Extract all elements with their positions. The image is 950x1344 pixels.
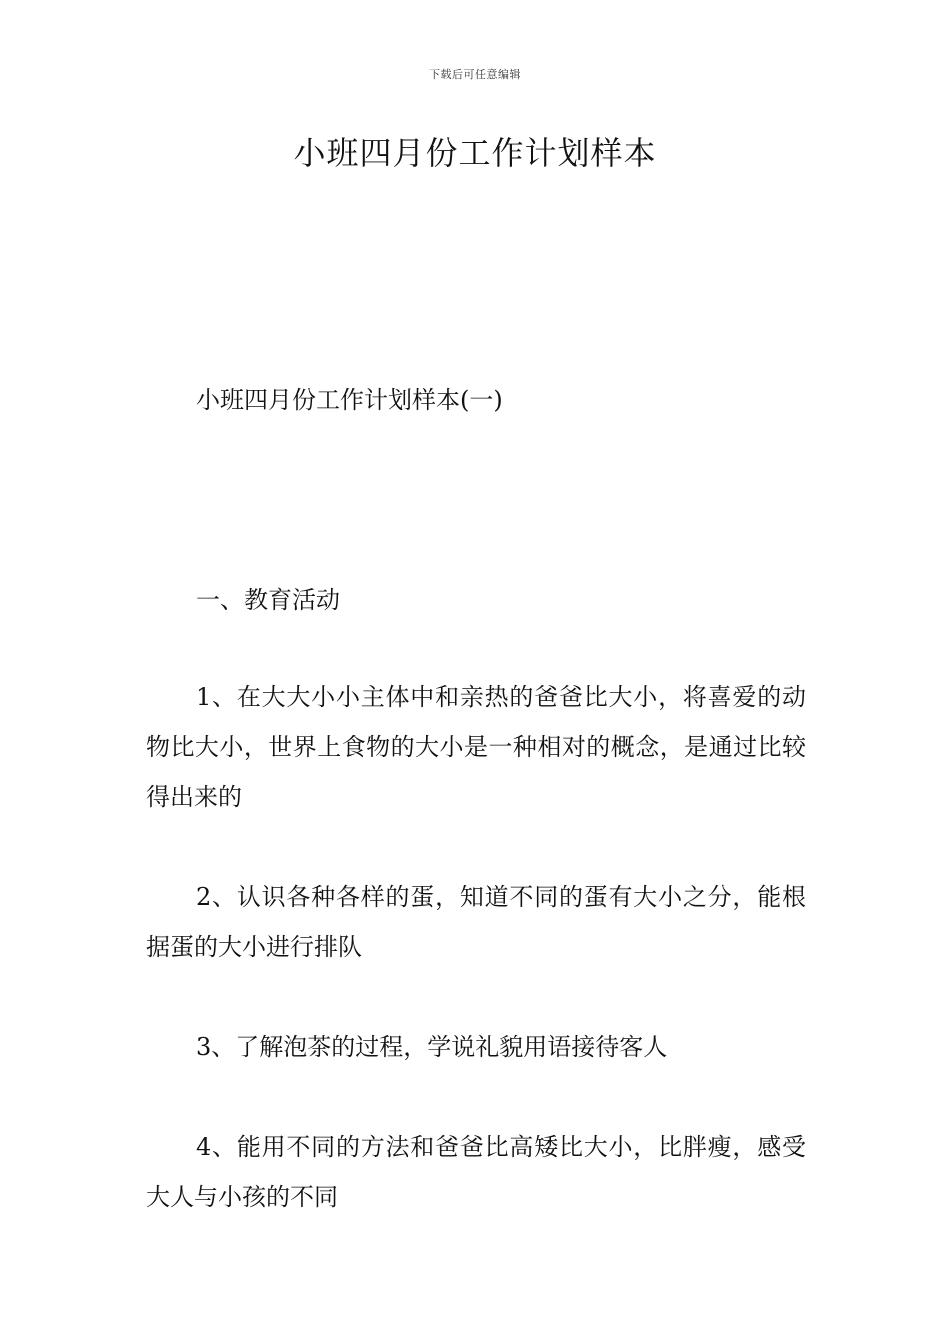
list-item: 4、能用不同的方法和爸爸比高矮比大小，比胖瘦，感受大人与小孩的不同 <box>146 1133 806 1211</box>
list-item: 1、在大大小小主体中和亲热的爸爸比大小，将喜爱的动物比大小，世界上食物的大小是一种相对的概念，是通过比较得出来的 <box>146 683 806 811</box>
section-heading: 一、教育活动 <box>196 586 340 614</box>
header-note: 下载后可任意编辑 <box>429 68 521 81</box>
list-item: 3、了解泡茶的过程，学说礼貌用语接待客人 <box>196 1033 668 1061</box>
document-subtitle: 小班四月份工作计划样本(一) <box>196 386 503 414</box>
list-item: 2、认识各种各样的蛋，知道不同的蛋有大小之分，能根据蛋的大小进行排队 <box>146 883 806 961</box>
document-title: 小班四月份工作计划样本 <box>293 134 657 172</box>
